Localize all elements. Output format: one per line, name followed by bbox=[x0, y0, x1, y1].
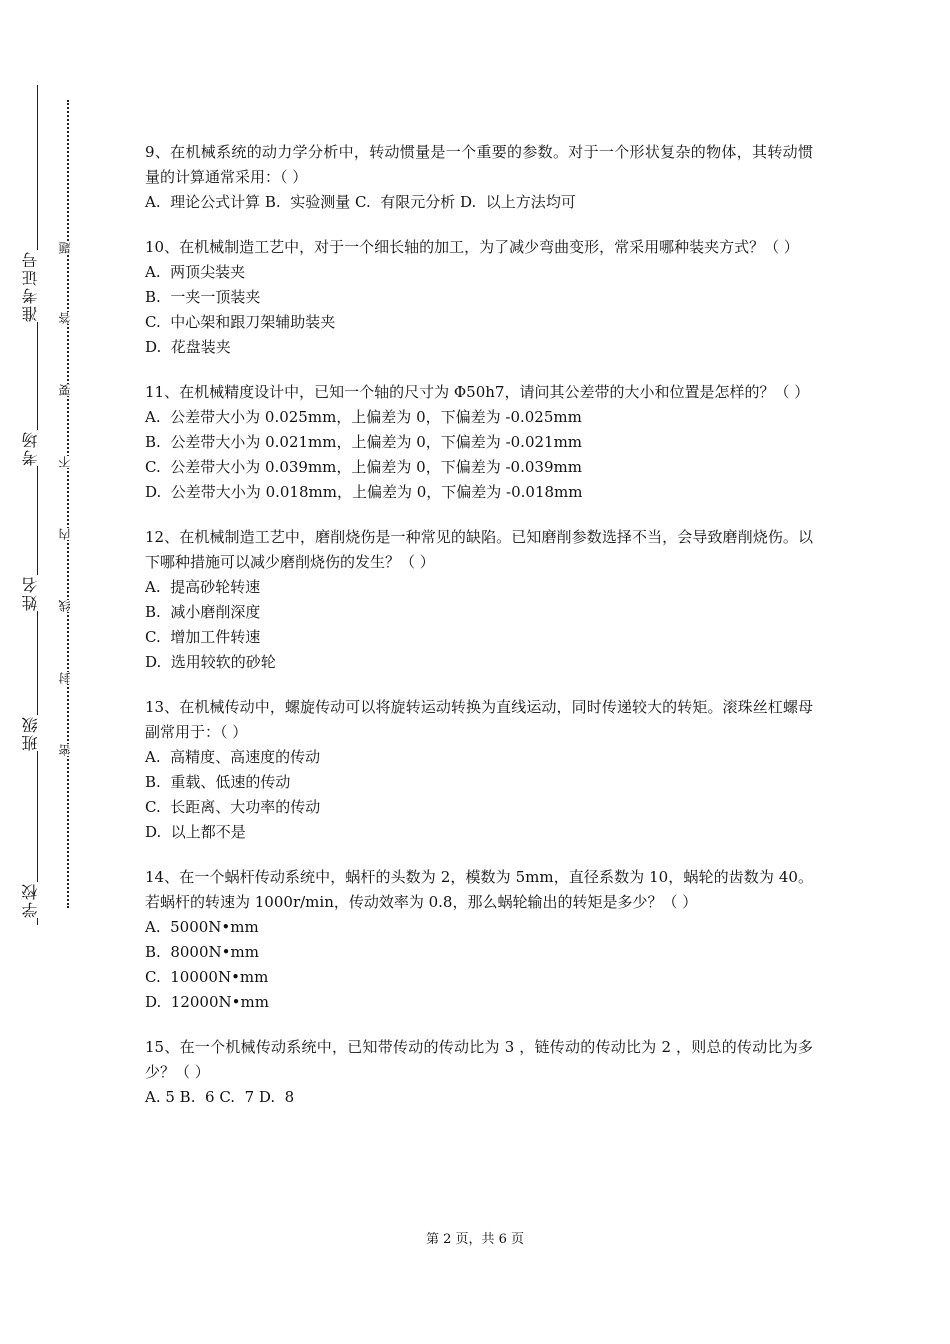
question-stem: 12、在机械制造工艺中，磨削烧伤是一种常见的缺陷。已知磨削参数选择不当，会导致磨削烧伤。以下哪种措施可以减少磨削烧伤的发生？（ ） bbox=[145, 528, 813, 571]
option-c: C. 中心架和跟刀架辅助装夹 bbox=[145, 313, 336, 331]
option-c: C. 公差带大小为 0.039mm，上偏差为 0，下偏差为 -0.039mm bbox=[145, 458, 582, 476]
binding-solid-line bbox=[37, 85, 38, 925]
seal-char: 答 bbox=[58, 312, 76, 324]
binding-dotted-line bbox=[67, 100, 69, 908]
seal-char: 不 bbox=[58, 456, 76, 468]
question-11 bbox=[145, 380, 813, 505]
question-stem: 14、在一个蜗杆传动系统中，蜗杆的头数为 2，模数为 5mm，直径系数为 10，蜗轮的齿数为 40。若蜗杆的转速为 1000r/min，传动效率为 0.8，那么蜗轮输出的转矩是多少？（ ） bbox=[145, 868, 813, 911]
option-line: A. 5 B. 6 C. 7 D. 8 bbox=[145, 1088, 295, 1106]
question-stem: 9、在机械系统的动力学分析中，转动惯量是一个重要的参数。对于一个形状复杂的物体，其转动惯量的计算通常采用：（ ） bbox=[145, 143, 813, 186]
question-13 bbox=[145, 695, 813, 845]
seal-char: 封 bbox=[58, 672, 76, 684]
option-c: C. 10000N•mm bbox=[145, 968, 269, 986]
question-12 bbox=[145, 525, 813, 675]
option-d: D. 选用较软的砂轮 bbox=[145, 653, 276, 671]
option-a: A. 两顶尖装夹 bbox=[145, 263, 246, 281]
option-c: C. 长距离、大功率的传动 bbox=[145, 798, 321, 816]
question-9 bbox=[145, 140, 813, 215]
seal-char: 题 bbox=[58, 242, 76, 254]
page-number: 第 2 页，共 6 页 bbox=[425, 1232, 525, 1247]
option-d: D. 花盘装夹 bbox=[145, 338, 231, 356]
option-c: C. 增加工件转速 bbox=[145, 628, 261, 646]
option-b: B. 减小磨削深度 bbox=[145, 603, 261, 621]
seal-char: 密 bbox=[58, 744, 76, 756]
question-stem: 13、在机械传动中，螺旋传动可以将旋转运动转换为直线运动，同时传递较大的转矩。滚珠丝杠螺母副常用于：（ ） bbox=[145, 698, 813, 741]
option-d: D. 公差带大小为 0.018mm，上偏差为 0，下偏差为 -0.018mm bbox=[145, 483, 583, 501]
question-stem: 15、在一个机械传动系统中，已知带传动的传动比为 3 ，链传动的传动比为 2 ，则总的传动比为多少？（ ） bbox=[145, 1038, 813, 1081]
field-school: 学校 bbox=[22, 882, 52, 918]
option-d: D. 以上都不是 bbox=[145, 823, 246, 841]
question-10 bbox=[145, 235, 813, 360]
option-b: B. 一夹一顶装夹 bbox=[145, 288, 261, 306]
option-b: B. 8000N•mm bbox=[145, 943, 259, 961]
question-15 bbox=[145, 1035, 813, 1110]
option-a: A. 提高砂轮转速 bbox=[145, 578, 261, 596]
seal-char: 内 bbox=[58, 528, 76, 540]
seal-char: 线 bbox=[58, 600, 76, 612]
option-a: A. 高精度、高速度的传动 bbox=[145, 748, 321, 766]
option-line: A. 理论公式计算 B. 实验测量 C. 有限元分析 D. 以上方法均可 bbox=[145, 193, 576, 211]
question-stem: 11、在机械精度设计中，已知一个轴的尺寸为 Φ50h7，请问其公差带的大小和位置是怎样的？（ ） bbox=[145, 383, 810, 401]
option-a: A. 5000N•mm bbox=[145, 918, 259, 936]
option-a: A. 公差带大小为 0.025mm，上偏差为 0，下偏差为 -0.025mm bbox=[145, 408, 582, 426]
field-class: 班级 bbox=[22, 715, 52, 751]
question-14 bbox=[145, 865, 813, 1015]
option-b: B. 公差带大小为 0.021mm，上偏差为 0，下偏差为 -0.021mm bbox=[145, 433, 583, 451]
field-name: 姓名 bbox=[22, 575, 52, 611]
binding-margin bbox=[0, 0, 90, 1344]
option-d: D. 12000N•mm bbox=[145, 993, 269, 1011]
option-b: B. 重载、低速的传动 bbox=[145, 773, 291, 791]
field-exam-room: 考场 bbox=[22, 430, 52, 466]
question-stem: 10、在机械制造工艺中，对于一个细长轴的加工，为了减少弯曲变形，常采用哪种装夹方式？（ ） bbox=[145, 238, 799, 256]
question-list bbox=[145, 140, 813, 1130]
field-exam-number: 准考证号 bbox=[22, 250, 52, 322]
seal-char: 要 bbox=[58, 384, 76, 396]
